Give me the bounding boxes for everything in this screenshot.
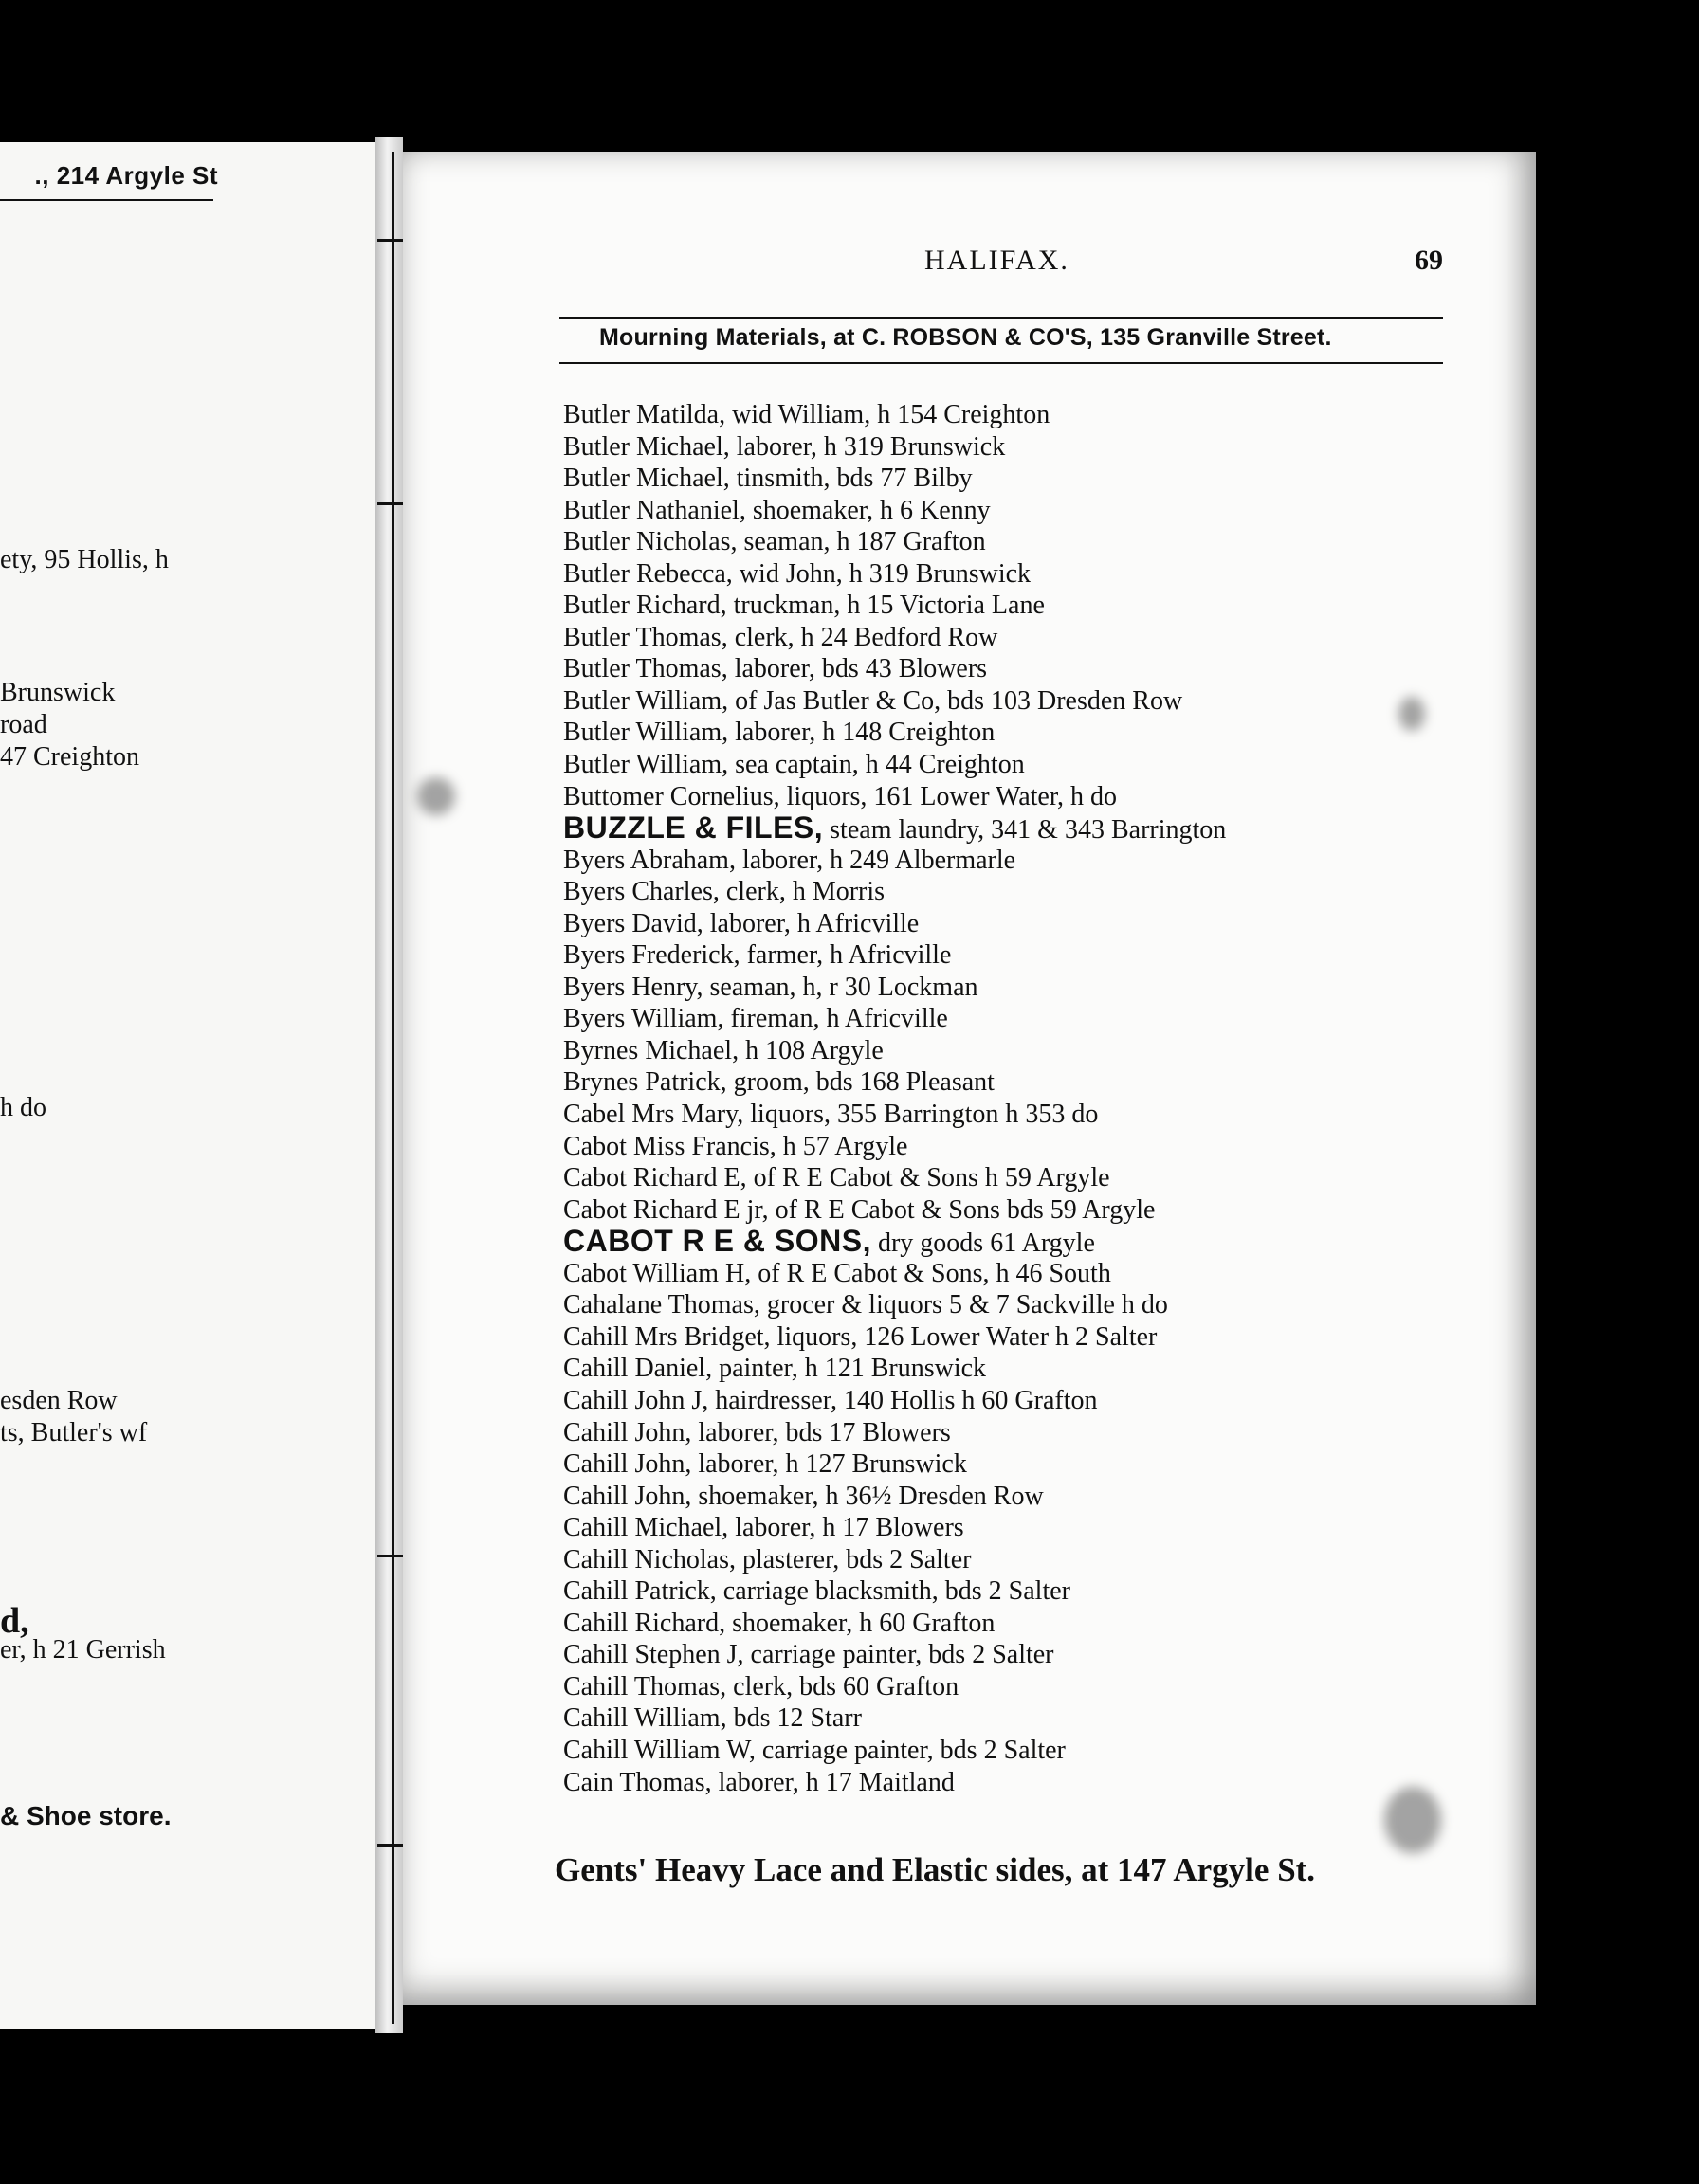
directory-entry [563, 1194, 1226, 1227]
ink-smudge [417, 777, 455, 815]
book-spine [375, 137, 403, 2033]
entry-name: Byers Henry, [563, 972, 703, 1002]
left-page-line: road [0, 710, 47, 739]
left-page [0, 142, 376, 2029]
entry-name: Cabot Richard E, [563, 1163, 747, 1193]
directory-entry [563, 749, 1226, 781]
entry-name: Byers Charles, [563, 877, 720, 907]
directory-entry [563, 1131, 1226, 1163]
entry-details: steam laundry, 341 & 343 Barrington [823, 815, 1227, 846]
entry-name: Butler Thomas, [563, 654, 728, 684]
entry-details: carriage painter, bds 2 Salter [743, 1640, 1054, 1670]
left-page-line: h do [0, 1093, 46, 1122]
entry-details: h 57 Argyle [776, 1131, 908, 1161]
page-number: 69 [1415, 245, 1443, 276]
entry-name: Cahill Richard, [563, 1608, 726, 1638]
left-page-line: & Shoe store. [0, 1801, 172, 1830]
entry-details: grocer & liquors 5 & 7 Sackville h do [759, 1290, 1168, 1320]
left-page-line: d, [0, 1601, 29, 1641]
left-page-line: ts, Butler's wf [0, 1418, 148, 1447]
entry-name: Butler Michael, [563, 431, 730, 462]
entry-name: Cabot William H, [563, 1258, 752, 1288]
directory-entry [563, 1608, 1226, 1640]
directory-entry [563, 653, 1226, 685]
left-page-header: ., 214 Argyle St [34, 161, 218, 190]
entry-name: Cahill Stephen J, [563, 1640, 744, 1670]
directory-entry [563, 1448, 1226, 1481]
entry-details: painter, h 121 Brunswick [712, 1354, 987, 1384]
directory-entry [563, 1003, 1226, 1035]
entry-details: laborer, h Africville [703, 908, 920, 938]
directory-entry [563, 1481, 1226, 1513]
entry-details: clerk, bds 60 Grafton [726, 1671, 959, 1702]
spine-line [392, 152, 394, 2024]
entry-name: Byrnes Michael, [563, 1035, 740, 1065]
header-rule-bottom [559, 362, 1443, 364]
running-advertisement-bottom: Gents' Heavy Lace and Elastic sides, at 147 Argyle St. [555, 1851, 1316, 1888]
directory-entry [563, 431, 1226, 464]
entry-details: farmer, h Africville [740, 940, 952, 971]
directory-entry [563, 1671, 1226, 1703]
entry-details: sea captain, h 44 Creighton [728, 750, 1025, 780]
entry-name: Cahill John, [563, 1449, 692, 1480]
directory-entry [563, 463, 1226, 495]
entry-name: Cahill Michael, [563, 1513, 729, 1543]
entry-details: seaman, h, r 30 Lockman [703, 972, 978, 1002]
entry-name: Cahill Thomas, [563, 1671, 727, 1702]
entry-name: Byers Frederick, [563, 940, 740, 971]
entry-details: shoemaker, h 6 Kenny [745, 495, 991, 525]
left-page-line: er, h 21 Gerrish [0, 1635, 166, 1665]
entry-name: Butler William, [563, 718, 729, 748]
entry-name: Butler Michael, [563, 464, 730, 494]
directory-entry [563, 812, 1226, 845]
directory-entry [563, 1385, 1226, 1417]
entry-details: hairdresser, 140 Hollis h 60 Grafton [708, 1385, 1098, 1415]
directory-entry [563, 1066, 1226, 1099]
entry-name: Butler Nathaniel, [563, 495, 746, 525]
left-page-line: Brunswick [0, 678, 116, 707]
entry-details: seaman, h 187 Grafton [737, 527, 986, 557]
page-title: HALIFAX. [924, 245, 1069, 276]
entry-details: tinsmith, bds 77 Bilby [729, 464, 973, 494]
entry-details: of R E Cabot & Sons, h 46 South [751, 1258, 1111, 1288]
entry-name: Cahill Daniel, [563, 1354, 713, 1384]
entry-name: CABOT R E & SONS, [563, 1224, 871, 1259]
entry-details: shoemaker, h 36½ Dresden Row [691, 1481, 1044, 1511]
entry-details: carriage blacksmith, bds 2 Salter [716, 1576, 1070, 1607]
directory-entry [563, 685, 1226, 718]
directory-entry [563, 1702, 1226, 1735]
directory-entry [563, 1289, 1226, 1321]
entry-name: Butler Nicholas, [563, 527, 738, 557]
directory-entry [563, 1639, 1226, 1671]
directory-entry [563, 1512, 1226, 1544]
entry-name: Butler Thomas, [563, 622, 728, 652]
entry-name: Cahill John, [563, 1481, 692, 1511]
directory-entry [563, 1226, 1226, 1258]
directory-entry [563, 1099, 1226, 1131]
header-rule-top [559, 317, 1443, 319]
ink-smudge [1398, 697, 1425, 731]
ink-smudge [1384, 1787, 1441, 1853]
entry-name: Cahill Nicholas, [563, 1544, 736, 1574]
entry-details: laborer, h 17 Maitland [711, 1767, 955, 1797]
entry-name: BUZZLE & FILES, [563, 810, 824, 846]
entry-details: laborer, h 17 Blowers [728, 1513, 964, 1543]
directory-entry [563, 1767, 1226, 1799]
entry-details: laborer, bds 43 Blowers [727, 654, 988, 684]
entry-details: liquors, 161 Lower Water, h do [779, 781, 1118, 811]
entry-name: Butler William, [563, 750, 729, 780]
entry-name: Cahill William, [563, 1703, 727, 1734]
entry-details: groom, bds 168 Pleasant [726, 1067, 995, 1098]
entry-details: wid William, h 154 Creighton [725, 400, 1050, 429]
entry-details: laborer, h 249 Albermarle [735, 845, 1016, 875]
running-advertisement-top: Mourning Materials, at C. ROBSON & CO'S, 135 Granville Street. [599, 324, 1332, 351]
entry-details: dry goods 61 Argyle [870, 1228, 1095, 1259]
left-header-rule [0, 199, 213, 201]
entry-details: laborer, h 127 Brunswick [691, 1449, 967, 1480]
directory-entry [563, 1575, 1226, 1608]
directory-entry [563, 1735, 1226, 1767]
directory-entry [563, 590, 1226, 622]
entry-details: of Jas Butler & Co, bds 103 Dresden Row [728, 685, 1183, 716]
entry-details: laborer, h 148 Creighton [728, 718, 996, 748]
entry-details: laborer, bds 17 Blowers [691, 1417, 951, 1447]
directory-entry [563, 972, 1226, 1004]
directory-entry [563, 1417, 1226, 1449]
entry-name: Byers Abraham, [563, 845, 736, 875]
entry-details: of R E Cabot & Sons h 59 Argyle [746, 1163, 1110, 1193]
entry-details: carriage painter, bds 2 Salter [755, 1735, 1066, 1765]
entry-name: Cabot Miss Francis, [563, 1131, 776, 1161]
entry-details: clerk, h Morris [719, 877, 886, 907]
entry-details: bds 12 Starr [726, 1703, 862, 1734]
directory-entry [563, 1353, 1226, 1385]
entry-name: Butler Matilda, [563, 400, 726, 429]
directory-entry [563, 495, 1226, 527]
directory-entry [563, 558, 1226, 591]
entry-name: Buttomer Cornelius, [563, 781, 780, 811]
entry-details: liquors, 355 Barrington h 353 do [743, 1100, 1099, 1130]
entry-details: liquors, 126 Lower Water h 2 Salter [770, 1321, 1158, 1352]
directory-entry [563, 1544, 1226, 1576]
entry-name: Cahalane Thomas, [563, 1290, 760, 1320]
directory-entry [563, 1035, 1226, 1067]
directory-entry [563, 1162, 1226, 1194]
entry-details: h 108 Argyle [739, 1035, 884, 1065]
entry-details: of R E Cabot & Sons bds 59 Argyle [768, 1194, 1156, 1225]
directory-entry [563, 876, 1226, 908]
directory-entries [563, 399, 1226, 1798]
entry-name: Cabot Richard E jr, [563, 1194, 769, 1225]
entry-details: shoemaker, h 60 Grafton [725, 1608, 996, 1638]
left-page-line: esden Row [0, 1386, 118, 1415]
entry-details: wid John, h 319 Brunswick [732, 558, 1032, 589]
directory-entry [563, 1258, 1226, 1290]
directory-entry [563, 781, 1226, 813]
entry-details: clerk, h 24 Bedford Row [727, 622, 998, 652]
left-page-line: ety, 95 Hollis, h [0, 545, 169, 574]
entry-name: Butler Richard, [563, 591, 727, 621]
entry-details: laborer, h 319 Brunswick [729, 431, 1006, 462]
entry-details: truckman, h 15 Victoria Lane [726, 591, 1045, 621]
left-page-line: 47 Creighton [0, 742, 139, 772]
entry-name: Cahill John J, [563, 1385, 709, 1415]
entry-name: Cahill William W, [563, 1735, 756, 1765]
directory-entry [563, 526, 1226, 558]
entry-name: Butler William, [563, 685, 729, 716]
directory-entry [563, 622, 1226, 654]
directory-entry [563, 1321, 1226, 1354]
directory-entry [563, 908, 1226, 940]
entry-name: Cahill Patrick, [563, 1576, 717, 1607]
directory-entry [563, 399, 1226, 431]
entry-name: Butler Rebecca, [563, 558, 733, 589]
directory-entry [563, 845, 1226, 877]
entry-name: Cabel Mrs Mary, [563, 1100, 744, 1130]
entry-name: Cain Thomas, [563, 1767, 712, 1797]
entry-details: plasterer, bds 2 Salter [735, 1544, 972, 1574]
entry-name: Brynes Patrick, [563, 1067, 727, 1098]
entry-name: Cahill Mrs Bridget, [563, 1321, 771, 1352]
entry-name: Byers William, [563, 1004, 724, 1034]
entry-name: Byers David, [563, 908, 703, 938]
directory-entry [563, 717, 1226, 749]
directory-entry [563, 939, 1226, 972]
entry-name: Cahill John, [563, 1417, 692, 1447]
entry-details: fireman, h Africville [723, 1004, 948, 1034]
